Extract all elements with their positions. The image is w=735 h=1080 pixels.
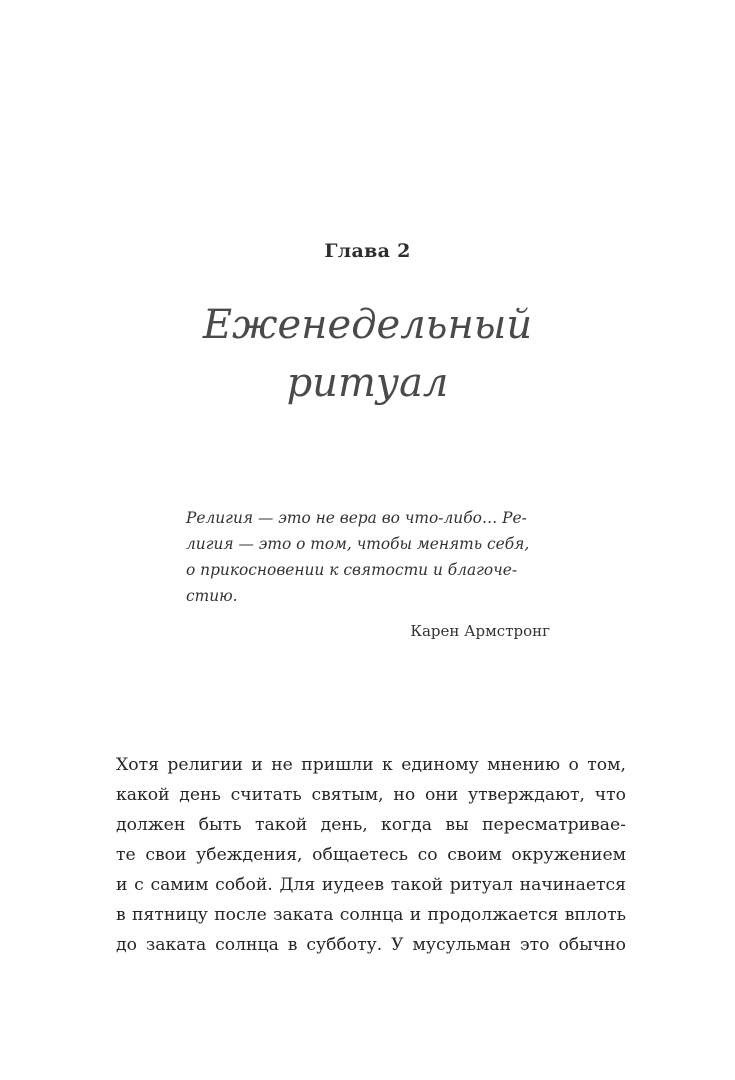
epigraph-line: о прикосновении к святости и благоче-	[186, 561, 518, 579]
body-line: в пятницу после заката солнца и продолжается вплоть	[116, 905, 626, 925]
body-line: до заката солнца в субботу. У мусульман это обычно	[116, 935, 626, 955]
body-line: и с самим собой. Для иудеев такой ритуал начинается	[116, 875, 626, 895]
body-paragraph	[116, 750, 626, 960]
body-line: Хотя религии и не пришли к единому мнению о том,	[116, 755, 626, 775]
body-line: какой день считать святым, но они утверждают, что	[116, 785, 626, 805]
chapter-title-line: ритуал	[286, 360, 449, 406]
epigraph-author: Карен Армстронг	[410, 622, 550, 640]
epigraph-line: лигия — это о том, чтобы менять себя,	[186, 535, 530, 553]
epigraph	[186, 505, 556, 643]
chapter-number: Глава 2	[324, 240, 411, 262]
epigraph-line: Религия — это не вера во что-либо… Ре-	[186, 509, 527, 527]
chapter-title-line: Еженедельный	[202, 302, 533, 348]
chapter-title	[0, 296, 735, 412]
epigraph-line: стию.	[186, 587, 238, 605]
body-line: должен быть такой день, когда вы пересматривае-	[116, 815, 626, 835]
body-line: те свои убеждения, общаетесь со своим окружением	[116, 845, 626, 865]
